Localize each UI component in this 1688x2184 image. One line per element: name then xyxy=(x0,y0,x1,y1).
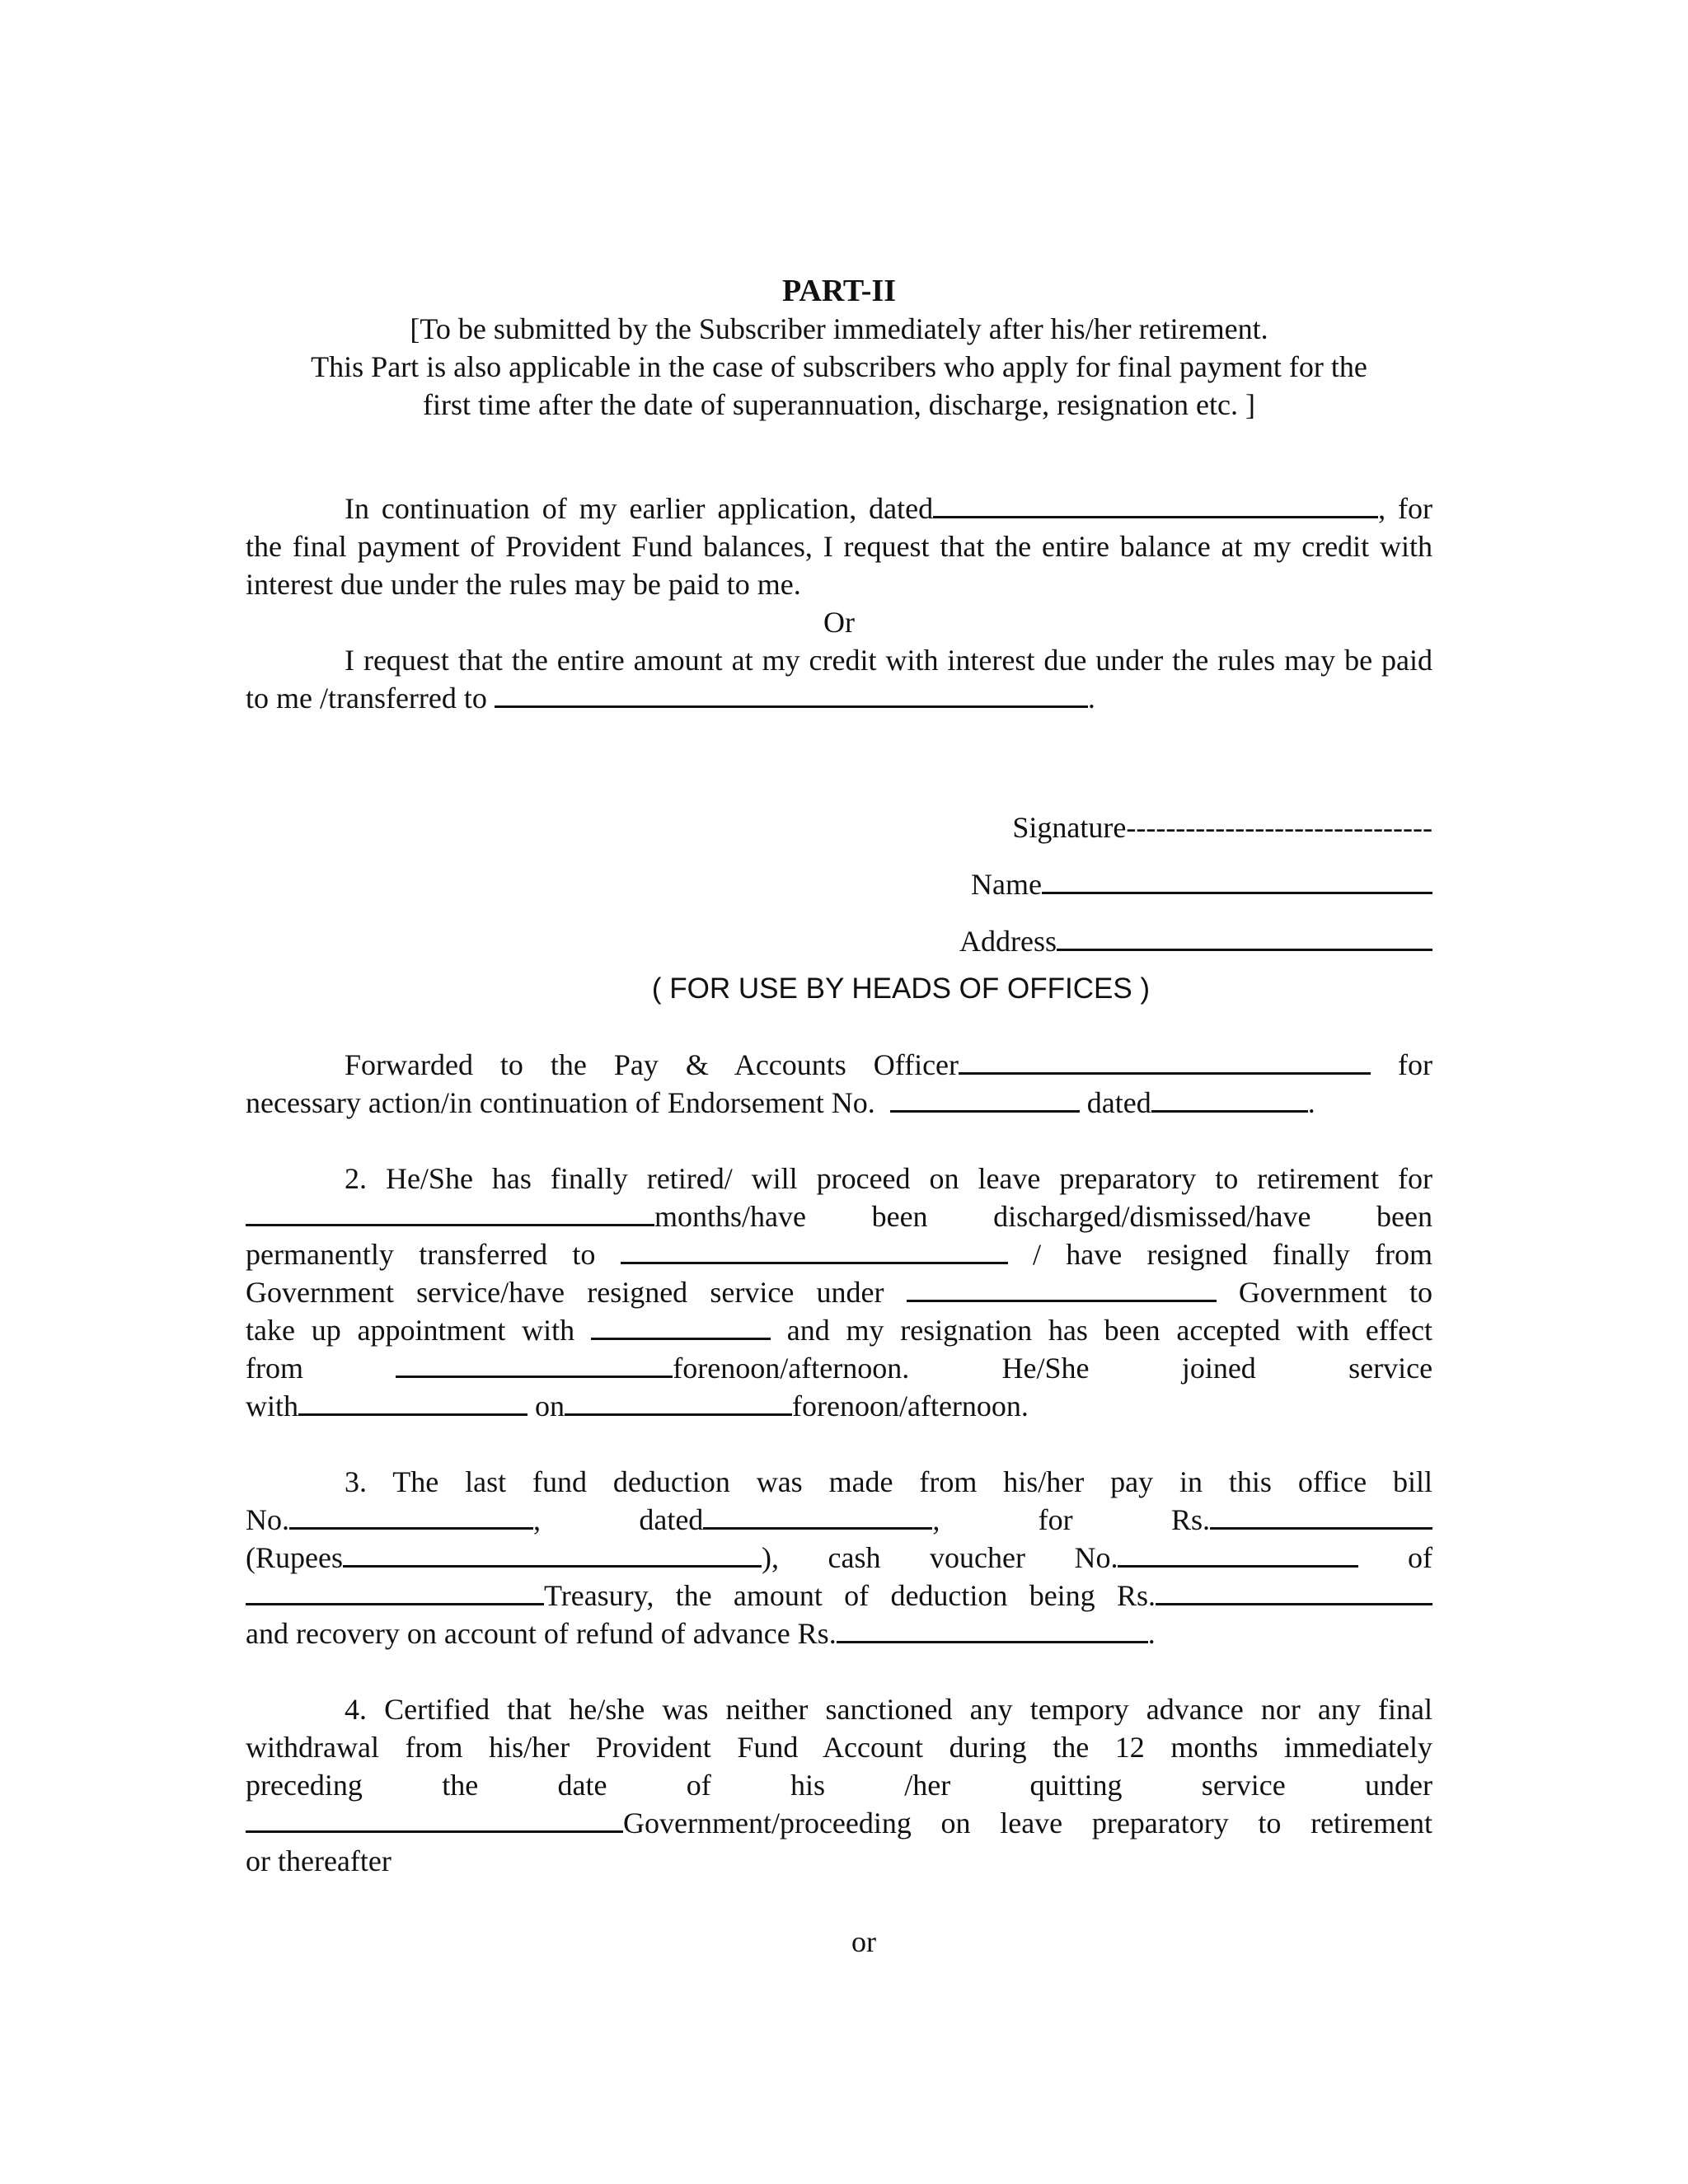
address-line xyxy=(954,913,1432,970)
endorsement-no-blank[interactable] xyxy=(890,1085,1080,1113)
address-blank[interactable] xyxy=(1057,924,1432,951)
request-paragraph-2: I request that the entire amount at my credit with interest due under the rules may be paid to me /transferred to . xyxy=(246,644,1432,715)
forwarded-line-1: Forwarded to the Pay & Accounts Officer for xyxy=(345,1048,1432,1081)
application-date-blank[interactable] xyxy=(933,491,1378,518)
signature-block xyxy=(954,799,1432,970)
or-footer: or xyxy=(851,1925,876,1958)
address-label: Address xyxy=(959,925,1057,958)
name-line xyxy=(954,856,1432,913)
bill-amount-blank[interactable] xyxy=(1210,1502,1432,1530)
paragraph-3: 3. The last fund deduction was made from his/her pay in this office bill No. , dated , for Rs. (Rupees ), cash voucher No. of Treasury, the amount of deduction being Rs. and recovery on account of refund of advance Rs. . xyxy=(246,1465,1433,1650)
appointment-with-blank[interactable] xyxy=(591,1313,771,1340)
paragraph-2: 2. He/She has finally retired/ will proceed on leave preparatory to retirement for months/have been discharged/dismissed/have been permanently transferred to / have resigned finally from Government service/have resigned service under Government to take up appointment with and my resignation has been accepted with effect from forenoon/afternoon. He/She joined service with on forenoon/afternoon. xyxy=(246,1162,1433,1422)
header-note-line-2: This Part is also applicable in the case of subscribers who apply for final payment for the xyxy=(311,350,1367,383)
joined-service-with-blank[interactable] xyxy=(298,1389,528,1416)
pao-name-blank[interactable] xyxy=(959,1047,1371,1075)
endorsement-date-blank[interactable] xyxy=(1151,1085,1308,1113)
resigned-government-blank[interactable] xyxy=(907,1275,1217,1302)
bill-date-blank[interactable] xyxy=(703,1502,932,1530)
joined-service-date-blank[interactable] xyxy=(565,1389,792,1416)
rupees-in-words-blank[interactable] xyxy=(343,1540,762,1568)
form-page xyxy=(246,272,1432,1961)
advance-refund-amount-blank[interactable] xyxy=(837,1616,1148,1643)
request-paragraph-1: In continuation of my earlier application, dated , for the final payment of Provident Fund balances, I request that the entire balance at my credit with interest due under the rules may be paid to me. xyxy=(246,492,1433,601)
resignation-effect-date-blank[interactable] xyxy=(396,1351,673,1378)
treasury-name-blank[interactable] xyxy=(246,1578,544,1605)
leave-months-blank[interactable] xyxy=(246,1199,654,1226)
cash-voucher-no-blank[interactable] xyxy=(1118,1540,1358,1568)
transferred-to-blank[interactable] xyxy=(495,681,1088,708)
header-note-line-3: first time after the date of superannuation, discharge, resignation etc. ] xyxy=(423,388,1255,421)
or-separator: Or xyxy=(823,606,855,639)
name-label: Name xyxy=(971,868,1042,901)
deduction-amount-blank[interactable] xyxy=(1156,1578,1432,1605)
name-blank[interactable] xyxy=(1042,867,1432,894)
bill-no-blank[interactable] xyxy=(289,1502,533,1530)
paragraph-4: 4. Certified that he/she was neither sanctioned any tempory advance nor any final withdrawal from his/her Provident Fund Account during the 12 months immediately preceding the date of his /her quitting service under Government/proceeding on leave preparatory to retirement or thereafter xyxy=(246,1693,1432,1877)
request-p2-start: I request that the entire amount at my credit with interest due under the rules may be paid to me /transferred to xyxy=(246,644,1432,715)
forwarded-line-2: necessary action/in continuation of Endorsement No. dated . xyxy=(246,1086,1315,1119)
request-p1-start: In continuation of my earlier application, dated xyxy=(345,492,934,525)
header-note-line-1: [To be submitted by the Subscriber immediately after his/her retirement. xyxy=(410,312,1268,345)
heads-of-offices-title: ( FOR USE BY HEADS OF OFFICES ) xyxy=(651,972,1151,1005)
transferred-to-dept-blank[interactable] xyxy=(621,1237,1008,1264)
quitting-government-blank[interactable] xyxy=(246,1806,623,1833)
signature-line: Signature------------------------------- xyxy=(1012,811,1432,844)
page-title: PART-II xyxy=(781,274,897,308)
request-p1-rest: for the final payment of Provident Fund balances, I request that the entire balance at my credit with interest due under the rules may be paid to me. xyxy=(246,492,1433,601)
